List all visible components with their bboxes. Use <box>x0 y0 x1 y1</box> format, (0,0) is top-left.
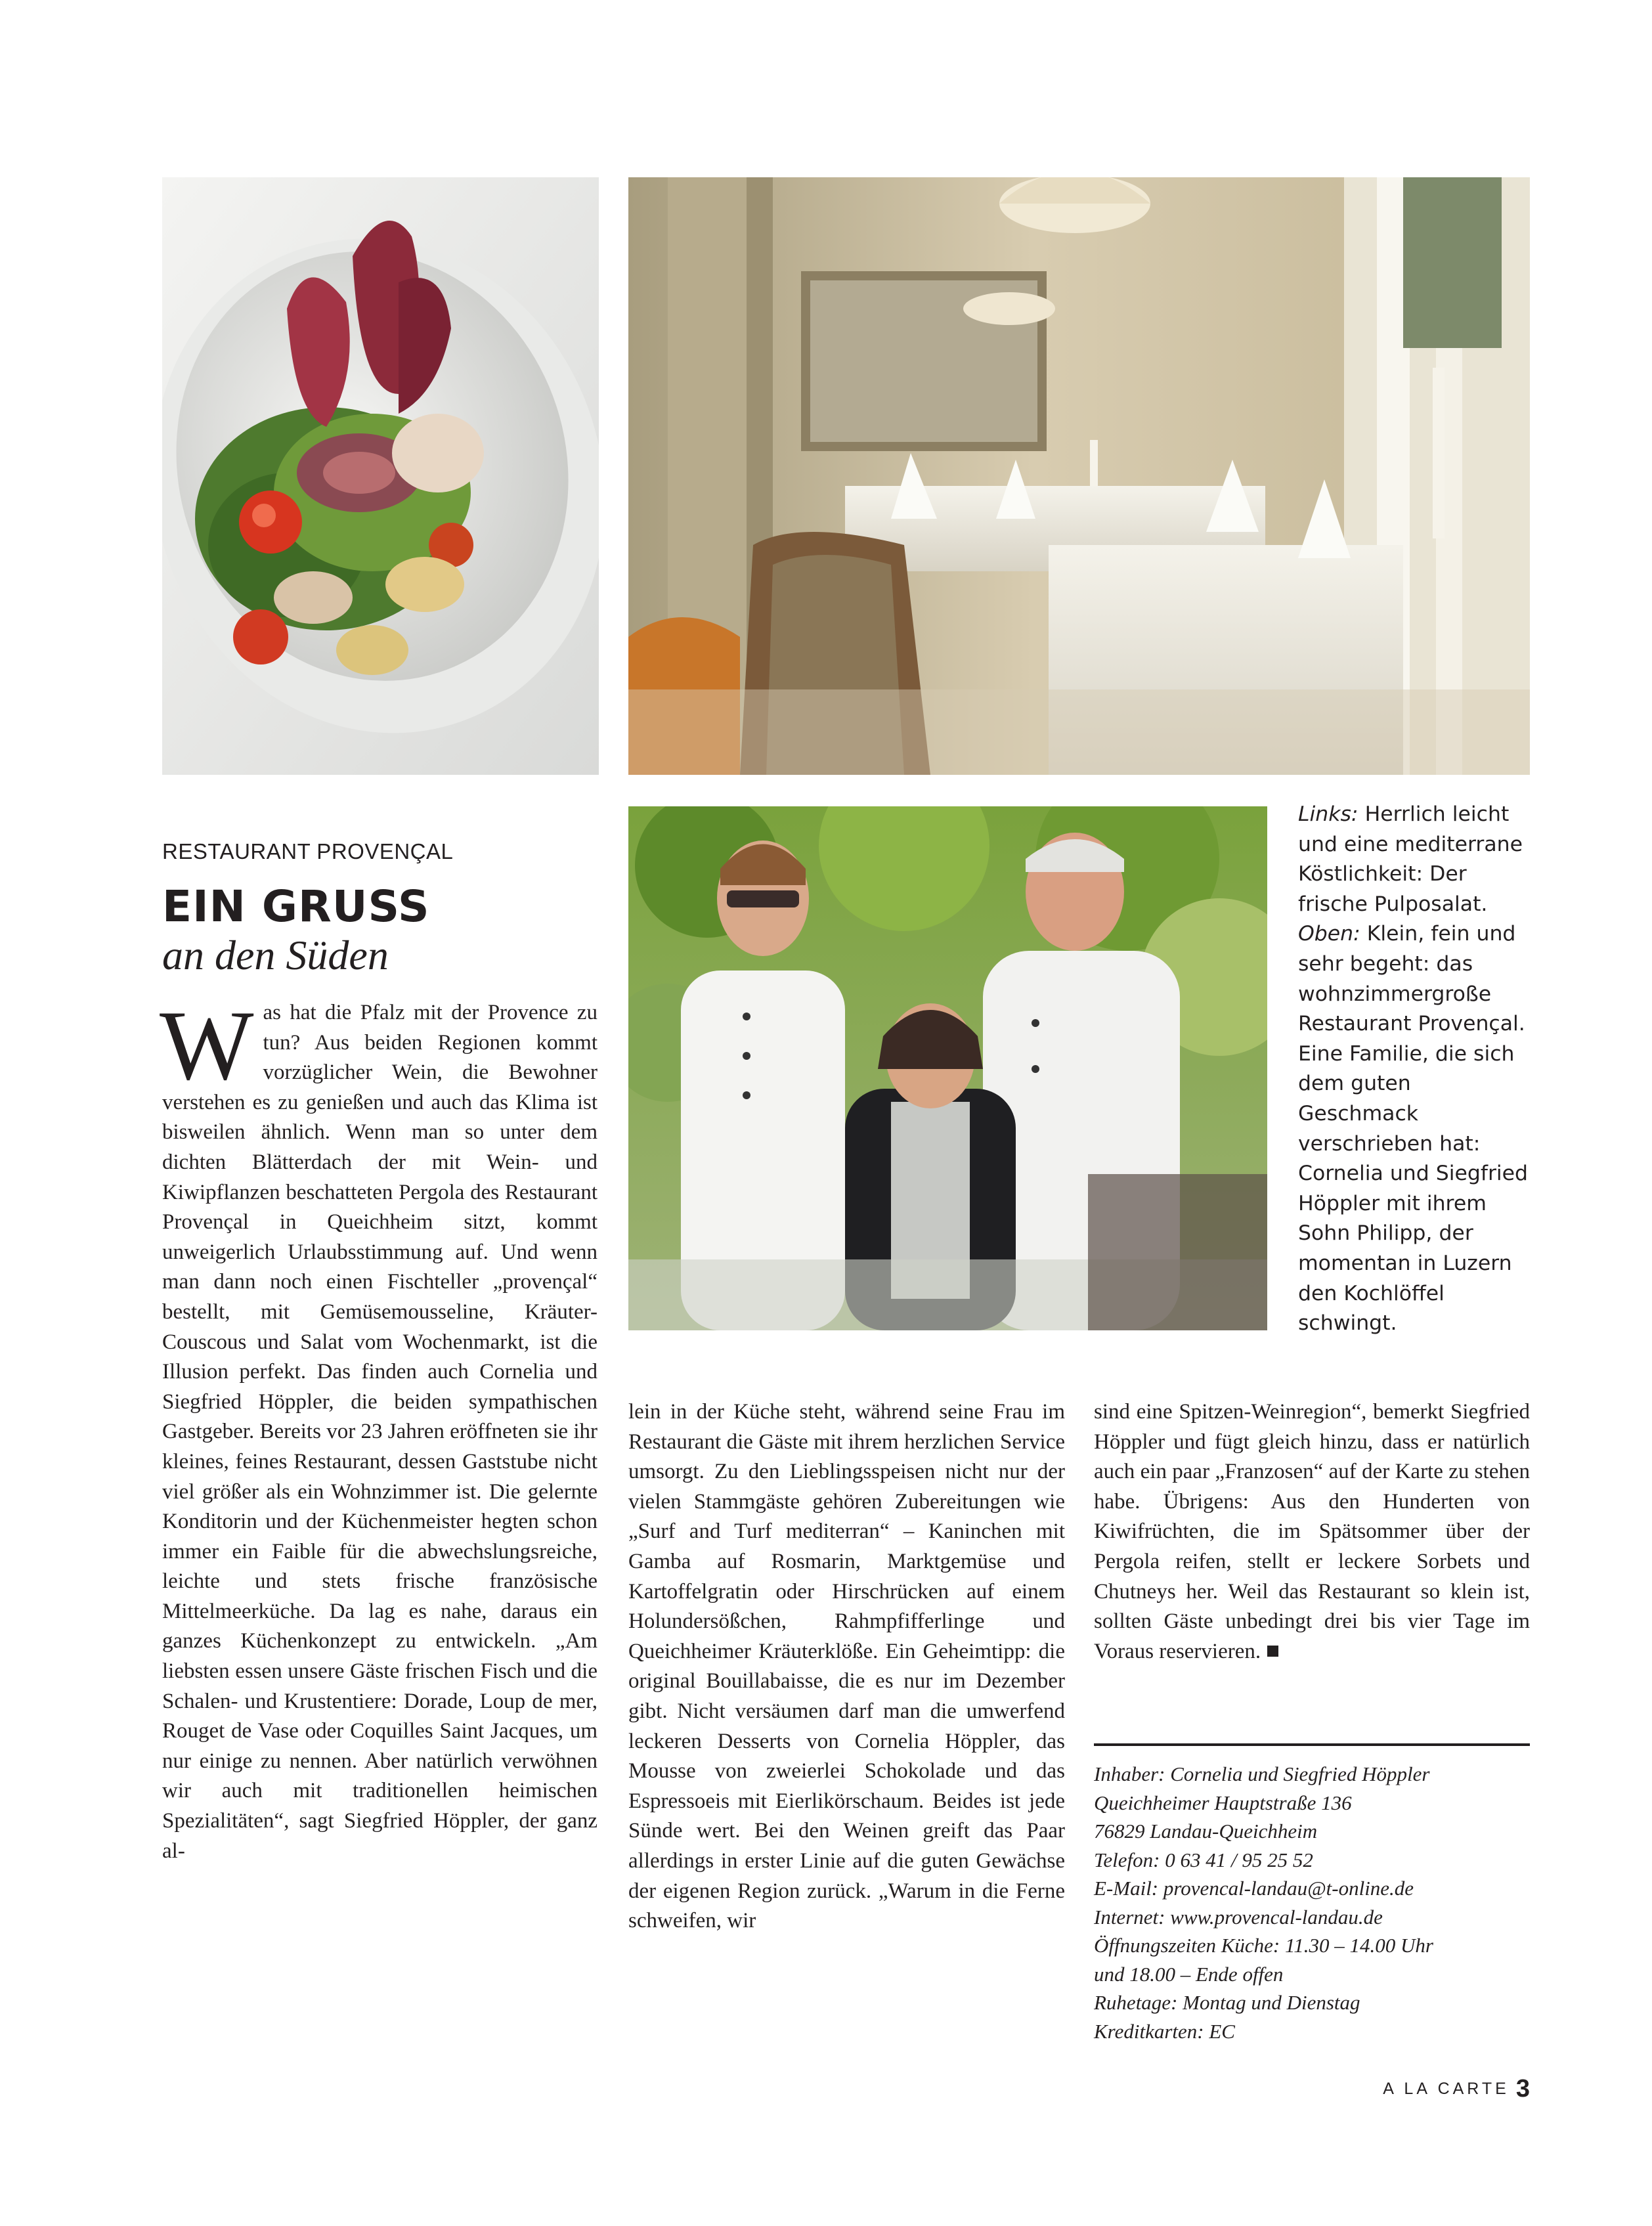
end-mark-icon <box>1267 1646 1278 1657</box>
page-footer <box>1383 2075 1530 2103</box>
photo-dining-room <box>628 177 1530 775</box>
section-kicker: RESTAURANT PROVENÇAL <box>162 839 454 863</box>
info-hours-2: und 18.00 – Ende offen <box>1094 1962 1284 1986</box>
info-hours-1: Öffnungszeiten Küche: 11.30 – 14.00 Uhr <box>1094 1934 1433 1957</box>
article-column-1 <box>160 990 598 1866</box>
article-text-1: as hat die Pfalz mit der Provence zu tun? Aus beiden Regionen kommt vorzüglicher Wein, die Bewohner verstehen es zu genießen und auch das Klima ist bisweilen ähnlich. Wenn man so unter dem dichten Blätterdach der mit Wein- und Kiwipflanzen beschatteten Pergola des Restaurant Provençal in Queichheim sitzt, kommt unweigerlich Urlaubsstimmung auf. Und wenn man dann noch einen Fischteller „provençal“ bestellt, mit Gemüsemousseline, Kräuter-Couscous und Salat vom Wochenmarkt, ist die Illusion perfekt. Das finden auch Cornelia und Siegfried Höppler, die beiden sympathischen Gastgeber. Bereits vor 23 Jahren eröffneten sie ihr kleines, feines Restaurant, dessen Gaststube nicht viel größer als ein Wohnzimmer ist. Die gelernte Konditorin und der Küchenmeister hegten schon immer ein Faible für die abwechslungsreiche, leichte und stets frische französische Mittelmeerküche. Da lag es nahe, daraus ein ganzes Küchenkonzept zu entwickeln. „Am liebsten essen unsere Gäste frischen Fisch und die Schalen- und Krustentiere: Dorade, Loup de mer, Rouget de Vase oder Coquilles Saint Jacques, um nur einige zu nennen. Aber natürlich verwöhnen wir auch mit traditionellen heimischen Spezialitäten“, sagt Siegfried Höppler, der ganz al- <box>162 1001 598 1863</box>
photo-caption <box>1298 800 1534 1339</box>
article-column-2 <box>628 1397 1065 1936</box>
article-text-3: sind eine Spitzen-Weinregion“, bemerkt Siegfried Höppler und fügt gleich hinzu, dass er natürlich auch ein paar „Franzosen“ auf der Karte zu stehen habe. Übrigens: Aus den Hunderten von Kiwifrüchten, die im Spätsommer über der Pergola reifen, stellt er leckere Sorbets und Chutneys her. Weil das Restaurant so klein ist, sollten Gäste unbedingt drei bis vier Tage im Voraus reservieren. <box>1094 1400 1530 1663</box>
info-street: Queichheimer Hauptstraße 136 <box>1094 1791 1352 1814</box>
photo-octopus-salad <box>162 177 599 775</box>
info-closed-days: Ruhetage: Montag und Dienstag <box>1094 1991 1360 2014</box>
page-number: 3 <box>1515 2075 1530 2103</box>
restaurant-info-box <box>1094 1760 1530 2045</box>
drop-cap: W <box>160 990 254 1101</box>
info-phone: Telefon: 0 63 41 / 95 25 52 <box>1094 1848 1313 1871</box>
caption-text-links: Herrlich leicht und eine mediterrane Köstlichkeit: Der frische Pulposalat. <box>1298 802 1523 916</box>
article-headline: EIN GRUSS <box>162 881 430 932</box>
caption-label-oben: Oben: <box>1298 922 1360 946</box>
photo-hoeppler-family <box>628 806 1267 1330</box>
article-text-2: lein in der Küche steht, während seine Frau im Restaurant die Gäste mit ihrem herzlichen Service umsorgt. Zu den Lieblingsspeisen nicht nur der vielen Stammgäste gehören Zubereitungen wie „Surf and Turf mediterran“ – Kaninchen mit Gamba auf Rosmarin, Marktgemüse und Kartoffelgratin oder Hirschrücken auf einem Holundersößchen, Rahmpfifferlinge und Queichheimer Kräuterklöße. Ein Geheimtipp: die original Bouillabaisse, die es nur im Dezember gibt. Nicht versäumen darf man die umwerfend leckeren Desserts von Cornelia Höppler, das Mousse von zweierlei Schokolade und das Espressoeis mit Eierlikörschaum. Beides ist jede Sünde wert. Bei den Weinen greift das Paar allerdings in erster Linie auf die guten Gewächse der eigenen Region zurück. „Warum in die Ferne schweifen, wir <box>628 1400 1065 1933</box>
magazine-name: A LA CARTE <box>1383 2080 1510 2098</box>
article-column-3 <box>1094 1397 1530 1667</box>
info-email: E-Mail: provencal-landau@t-online.de <box>1094 1877 1414 1900</box>
info-web: Internet: www.provencal-landau.de <box>1094 1905 1383 1929</box>
info-city: 76829 Landau-Queichheim <box>1094 1820 1318 1843</box>
info-credit-cards: Kreditkarten: EC <box>1094 2019 1235 2043</box>
caption-text-oben: Klein, fein und sehr begeht: das wohnzimmergroße Restaurant Provençal. Eine Familie, die sich dem guten Geschmack verschrieben hat: Cornelia und Siegfried Höppler mit ihrem Sohn Philipp, der momentan in Luzern den Kochlöffel schwingt. <box>1298 922 1529 1336</box>
caption-label-links: Links: <box>1298 802 1359 826</box>
info-owner: Inhaber: Cornelia und Siegfried Höppler <box>1094 1762 1430 1785</box>
info-divider <box>1094 1743 1530 1746</box>
article-subheadline: an den Süden <box>162 932 389 978</box>
